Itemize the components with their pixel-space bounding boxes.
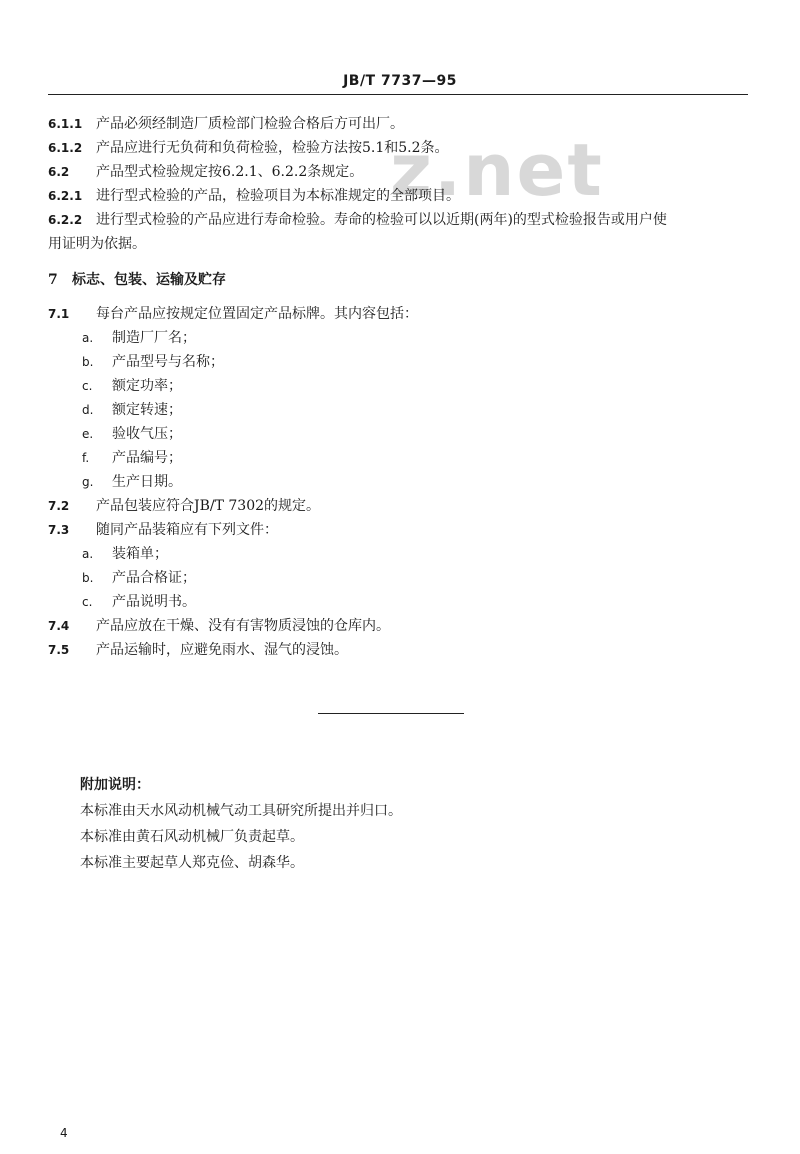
clause-6-1-2 bbox=[48, 136, 748, 160]
list-item bbox=[48, 590, 748, 614]
list-item bbox=[48, 326, 748, 350]
clause-text: 产品包装应符合JB/T 7302的规定。 bbox=[96, 498, 321, 514]
item-letter: e. bbox=[82, 427, 94, 441]
end-divider bbox=[318, 713, 464, 714]
clause-number: 7.2 bbox=[48, 499, 70, 513]
item-letter: g. bbox=[82, 475, 94, 489]
item-letter: d. bbox=[82, 403, 94, 417]
item-letter: a. bbox=[82, 331, 94, 345]
list-item bbox=[48, 446, 748, 470]
clause-number: 6.2.2 bbox=[48, 213, 83, 227]
clause-text: 每台产品应按规定位置固定产品标牌。其内容包括： bbox=[96, 306, 418, 322]
notes-line: 本标准由黄石风动机械厂负责起草。 bbox=[80, 829, 304, 845]
item-text: 额定转速； bbox=[112, 402, 182, 418]
clause-text: 产品运输时，应避免雨水、湿气的浸蚀。 bbox=[96, 642, 348, 658]
item-letter: b. bbox=[82, 571, 94, 585]
item-text: 产品说明书。 bbox=[112, 594, 196, 610]
notes-title: 附加说明： bbox=[80, 777, 150, 793]
notes-line: 本标准由天水风动机械气动工具研究所提出并归口。 bbox=[80, 803, 402, 819]
clause-number: 7.5 bbox=[48, 643, 70, 657]
header-rule bbox=[48, 94, 748, 95]
document-body bbox=[48, 112, 748, 662]
list-item bbox=[48, 542, 748, 566]
standard-code-header: JB/T 7737—95 bbox=[343, 73, 457, 89]
item-letter: f. bbox=[82, 451, 90, 465]
item-text: 装箱单； bbox=[112, 546, 168, 562]
list-item bbox=[48, 398, 748, 422]
clause-text: 产品应进行无负荷和负荷检验，检验方法按5.1和5.2条。 bbox=[96, 140, 449, 156]
item-text: 产品编号； bbox=[112, 450, 182, 466]
clause-number: 7.1 bbox=[48, 307, 70, 321]
clause-6-1-1 bbox=[48, 112, 748, 136]
item-text: 额定功率； bbox=[112, 378, 182, 394]
section-number: 7 bbox=[48, 272, 58, 288]
clause-text: 产品应放在干燥、没有有害物质浸蚀的仓库内。 bbox=[96, 618, 390, 634]
item-letter: a. bbox=[82, 547, 94, 561]
clause-number: 6.1.2 bbox=[48, 141, 83, 155]
clause-6-2 bbox=[48, 160, 748, 184]
list-item bbox=[48, 374, 748, 398]
clause-number: 7.3 bbox=[48, 523, 70, 537]
clause-7-5 bbox=[48, 638, 748, 662]
list-item bbox=[48, 566, 748, 590]
notes-line: 本标准主要起草人郑克俭、胡森华。 bbox=[80, 855, 304, 871]
item-letter: c. bbox=[82, 595, 93, 609]
clause-text: 随同产品装箱应有下列文件： bbox=[96, 522, 278, 538]
item-letter: c. bbox=[82, 379, 93, 393]
clause-text: 产品型式检验规定按6.2.1、6.2.2条规定。 bbox=[96, 164, 364, 180]
item-text: 生产日期。 bbox=[112, 474, 182, 490]
clause-number: 6.1.1 bbox=[48, 117, 83, 131]
clause-text: 产品必须经制造厂质检部门检验合格后方可出厂。 bbox=[96, 116, 404, 132]
clause-7-1 bbox=[48, 302, 748, 326]
list-item bbox=[48, 350, 748, 374]
clause-number: 6.2.1 bbox=[48, 189, 83, 203]
clause-number: 6.2 bbox=[48, 165, 70, 179]
clause-text: 进行型式检验的产品应进行寿命检验。寿命的检验可以以近期(两年)的型式检验报告或用户使 bbox=[96, 212, 667, 228]
section-title: 标志、包装、运输及贮存 bbox=[72, 272, 226, 288]
watermark: z.net bbox=[390, 128, 604, 212]
clause-6-2-2-continuation: 用证明为依据。 bbox=[48, 236, 146, 252]
clause-text: 进行型式检验的产品，检验项目为本标准规定的全部项目。 bbox=[96, 188, 460, 204]
clause-6-2-2 bbox=[48, 208, 748, 232]
section-7-heading bbox=[48, 268, 748, 292]
clause-7-3 bbox=[48, 518, 748, 542]
list-item bbox=[48, 470, 748, 494]
item-text: 验收气压； bbox=[112, 426, 182, 442]
clause-6-2-1 bbox=[48, 184, 748, 208]
list-item bbox=[48, 422, 748, 446]
clause-number: 7.4 bbox=[48, 619, 70, 633]
item-text: 产品型号与名称； bbox=[112, 354, 224, 370]
clause-7-2 bbox=[48, 494, 748, 518]
item-text: 产品合格证； bbox=[112, 570, 196, 586]
item-letter: b. bbox=[82, 355, 94, 369]
item-text: 制造厂厂名； bbox=[112, 330, 196, 346]
page-number: 4 bbox=[60, 1126, 68, 1140]
additional-notes bbox=[80, 772, 402, 876]
clause-7-4 bbox=[48, 614, 748, 638]
